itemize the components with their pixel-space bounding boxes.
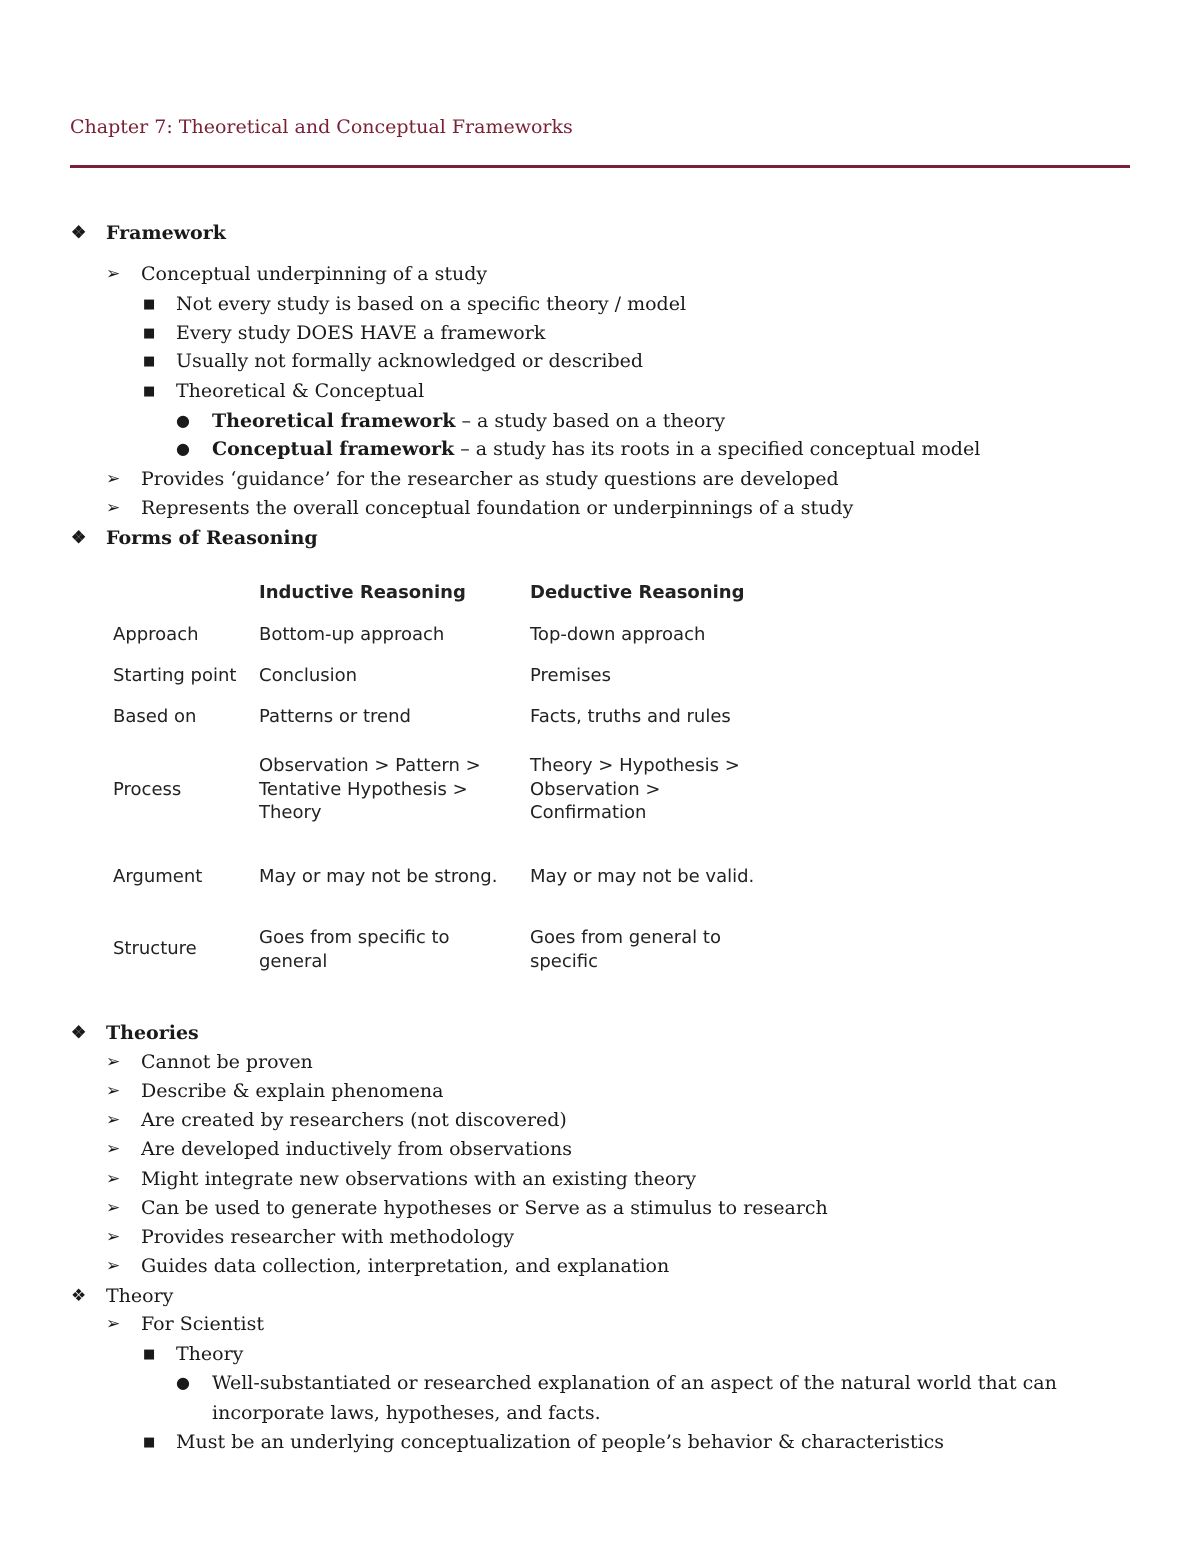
list-item: ● Theoretical framework – a study based on a theory <box>176 410 726 432</box>
arrow-bullet-icon: ➢ <box>106 1052 121 1072</box>
table-cell: specific <box>530 951 599 972</box>
diamond-bullet-icon: ❖ <box>71 528 87 548</box>
row-label: Based on <box>113 706 197 727</box>
column-header-inductive: Inductive Reasoning <box>259 582 466 603</box>
table-cell: Premises <box>530 665 611 686</box>
arrow-bullet-icon: ➢ <box>106 1110 121 1130</box>
list-item: ➢ Can be used to generate hypotheses or Serve as a stimulus to research <box>106 1197 828 1219</box>
list-item: ➢ Provides ‘guidance’ for the researcher as study questions are developed <box>106 468 839 490</box>
list-item: ➢ Are created by researchers (not discovered) <box>106 1109 567 1131</box>
list-item: ■ Not every study is based on a specific theory / model <box>176 291 686 317</box>
list-item: ➢ Cannot be proven <box>106 1051 313 1073</box>
diamond-bullet-icon: ❖ <box>71 223 87 243</box>
list-item: ■ Theory <box>176 1341 243 1367</box>
list-item: ➢ For Scientist <box>106 1313 265 1335</box>
list-item: ■ Usually not formally acknowledged or described <box>176 348 643 374</box>
table-cell: May or may not be strong. <box>259 866 498 887</box>
square-bullet-icon: ■ <box>143 1435 156 1450</box>
table-cell: Theory <box>259 802 322 823</box>
title-divider <box>70 165 1130 168</box>
arrow-bullet-icon: ➢ <box>106 1314 121 1334</box>
theories-heading: ❖ Theories <box>71 1022 199 1044</box>
square-bullet-icon: ■ <box>143 384 156 399</box>
list-item: ➢ Might integrate new observations with an existing theory <box>106 1168 697 1190</box>
square-bullet-icon: ■ <box>143 354 156 369</box>
table-cell: Facts, truths and rules <box>530 706 731 727</box>
arrow-bullet-icon: ➢ <box>106 1081 121 1101</box>
table-cell: Observation > <box>530 779 661 800</box>
row-label: Starting point <box>113 665 237 686</box>
arrow-bullet-icon: ➢ <box>106 498 121 518</box>
list-item: ➢ Represents the overall conceptual foundation or underpinnings of a study <box>106 497 854 519</box>
row-label: Argument <box>113 866 203 887</box>
table-cell: Goes from general to <box>530 927 721 948</box>
list-item: ➢ Are developed inductively from observations <box>106 1138 572 1160</box>
table-cell: Observation > Pattern > <box>259 755 481 776</box>
row-label: Structure <box>113 938 197 959</box>
square-bullet-icon: ■ <box>143 1347 156 1362</box>
arrow-bullet-icon: ➢ <box>106 1139 121 1159</box>
arrow-bullet-icon: ➢ <box>106 1256 121 1276</box>
column-header-deductive: Deductive Reasoning <box>530 582 745 603</box>
row-label: Process <box>113 779 182 800</box>
arrow-bullet-icon: ➢ <box>106 469 121 489</box>
diamond-bullet-icon: ❖ <box>71 1286 87 1306</box>
square-bullet-icon: ■ <box>143 297 156 312</box>
table-cell: May or may not be valid. <box>530 866 755 887</box>
list-item: ➢ Describe & explain phenomena <box>106 1080 444 1102</box>
list-item: ➢ Provides researcher with methodology <box>106 1226 515 1248</box>
table-cell: Top-down approach <box>530 624 706 645</box>
list-item: ■ Theoretical & Conceptual <box>176 378 424 404</box>
table-cell: Theory > Hypothesis > <box>530 755 740 776</box>
table-cell: Goes from specific to <box>259 927 450 948</box>
table-cell: Conclusion <box>259 665 358 686</box>
arrow-bullet-icon: ➢ <box>106 1198 121 1218</box>
square-bullet-icon: ■ <box>143 326 156 341</box>
table-cell: general <box>259 951 328 972</box>
arrow-bullet-icon: ➢ <box>106 264 121 284</box>
round-bullet-icon: ● <box>176 411 190 430</box>
list-item: ■ Every study DOES HAVE a framework <box>176 320 545 346</box>
reasoning-heading: ❖ Forms of Reasoning <box>71 527 318 549</box>
framework-heading: ❖ Framework <box>71 222 226 244</box>
table-cell: Tentative Hypothesis > <box>259 779 468 800</box>
arrow-bullet-icon: ➢ <box>106 1169 121 1189</box>
table-cell: Confirmation <box>530 802 647 823</box>
table-cell: Bottom-up approach <box>259 624 445 645</box>
theory-heading: ❖ Theory <box>71 1285 174 1307</box>
list-item-continuation: incorporate laws, hypotheses, and facts. <box>212 1402 601 1424</box>
round-bullet-icon: ● <box>176 439 190 458</box>
list-item: ● Well-substantiated or researched explanation of an aspect of the natural world that can <box>176 1372 1057 1394</box>
diamond-bullet-icon: ❖ <box>71 1023 87 1043</box>
round-bullet-icon: ● <box>176 1373 190 1392</box>
table-cell: Patterns or trend <box>259 706 411 727</box>
list-item: ➢ Guides data collection, interpretation, and explanation <box>106 1255 670 1277</box>
list-item: ■ Must be an underlying conceptualization of people’s behavior & characteristics <box>176 1429 944 1455</box>
row-label: Approach <box>113 624 199 645</box>
list-item: ➢ Conceptual underpinning of a study <box>106 263 488 285</box>
list-item: ● Conceptual framework – a study has its roots in a specified conceptual model <box>176 438 981 460</box>
page-title: Chapter 7: Theoretical and Conceptual Frameworks <box>70 116 573 138</box>
arrow-bullet-icon: ➢ <box>106 1227 121 1247</box>
